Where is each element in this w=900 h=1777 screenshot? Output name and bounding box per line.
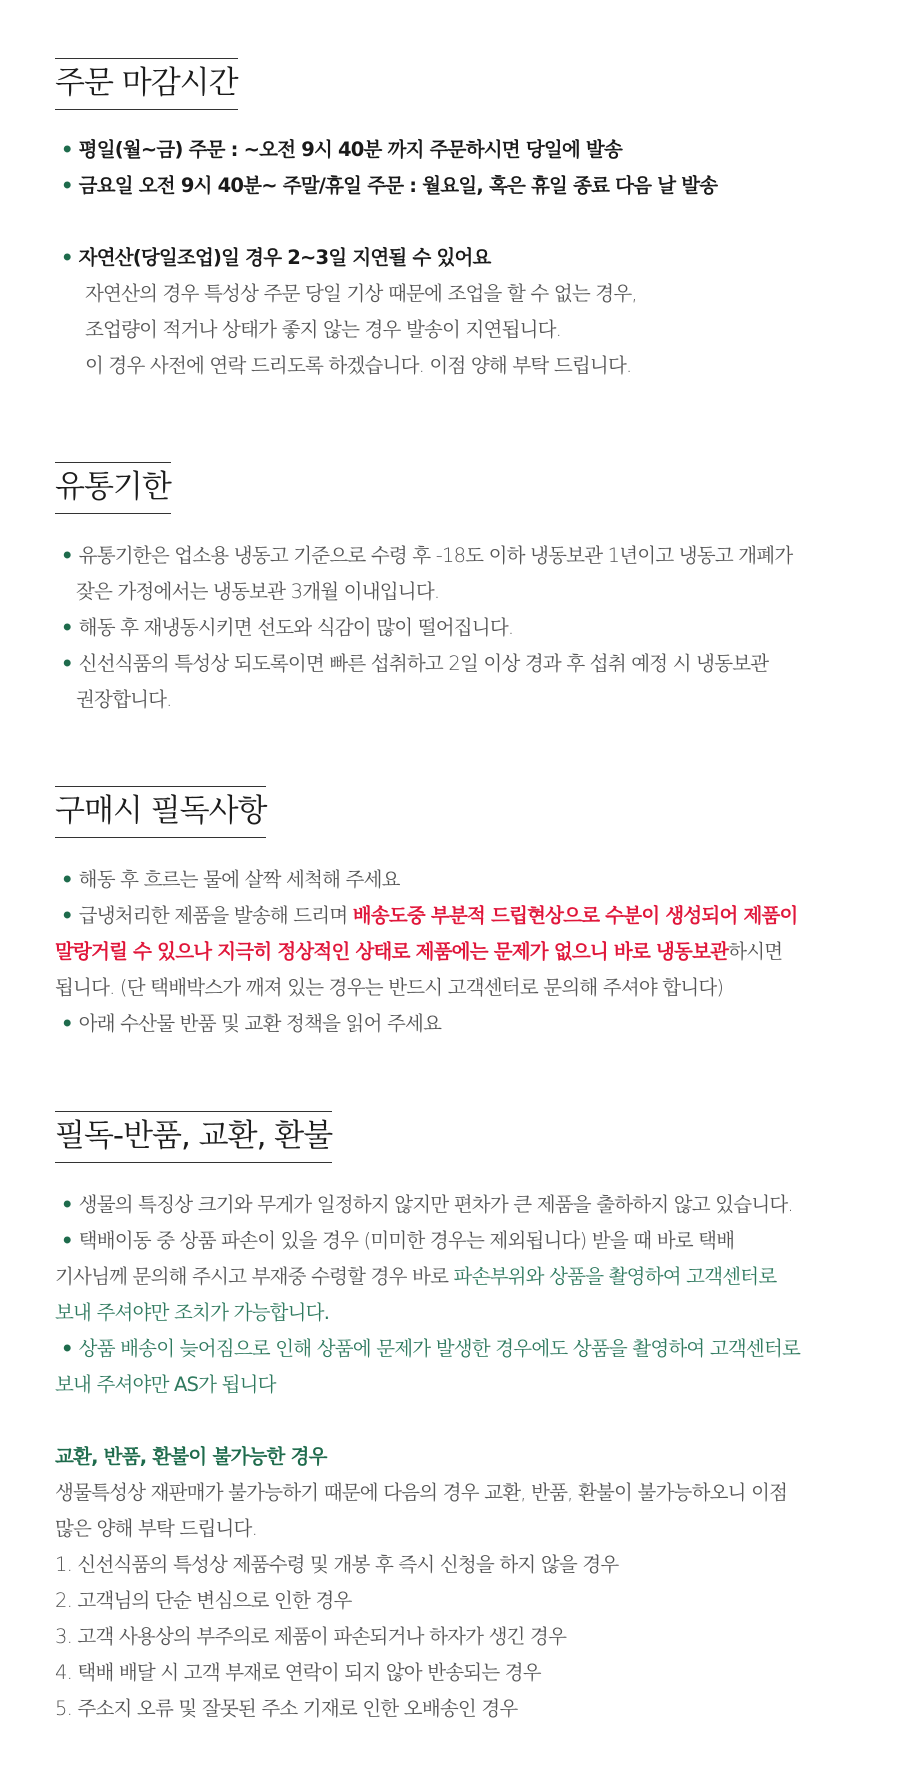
section-title: 유통기한 [55, 462, 171, 514]
detail-line: 조업량이 적거나 상태가 좋지 않는 경우 발송이 지연됩니다. [85, 318, 562, 341]
bullet-icon: • [61, 544, 73, 567]
list-item [55, 1331, 855, 1367]
highlight-text: 파손부위와 상품을 촬영하여 고객센터로 [453, 1265, 777, 1288]
highlight-text: 보내 주셔야만 조치가 가능합니다. [55, 1301, 330, 1324]
list-item: • 아래 수산물 반품 및 교환 정책을 읽어 주세요 [61, 1012, 442, 1035]
bullet-icon: • [61, 904, 73, 927]
numbered-item: 1. 신선식품의 특성상 제품수령 및 개봉 후 즉시 신청을 하지 않을 경우 [55, 1553, 619, 1576]
highlight-text: 상품 배송이 늦어짐으로 인해 상품에 문제가 발생한 경우에도 상품을 촬영하여 고객센터로 [78, 1337, 801, 1360]
list-item: • 금요일 오전 9시 40분~ 주말/휴일 주문 : 월요일, 혹은 휴일 종료 다음 날 발송 [61, 174, 718, 197]
section-title: 구매시 필독사항 [55, 786, 266, 838]
list-item-continuation: 잦은 가정에서는 냉동보관 3개월 이내입니다. [76, 580, 440, 603]
warning-text: 말랑거릴 수 있으나 지극히 정상적인 상태로 제품에는 문제가 없으니 바로 냉동보관 [55, 940, 729, 963]
section-body [55, 1187, 855, 1727]
bullet-icon: • [61, 1193, 73, 1216]
numbered-item: 5. 주소지 오류 및 잘못된 주소 기재로 인한 오배송인 경우 [55, 1697, 518, 1720]
bullet-icon: • [61, 1012, 73, 1035]
warning-text: 배송도중 부분적 드립현상으로 수분이 생성되어 제품이 [352, 904, 798, 927]
bullet-icon: • [61, 616, 73, 639]
section-order-deadline [55, 58, 855, 384]
detail-line: 이 경우 사전에 연락 드리도록 하겠습니다. 이점 양해 부탁 드립니다. [85, 354, 632, 377]
section-body [55, 538, 855, 718]
bullet-icon: • [61, 174, 73, 197]
list-item: • 유통기한은 업소용 냉동고 기준으로 수령 후 -18도 이하 냉동보관 1년이고 냉동고 개폐가 [61, 544, 793, 567]
highlight-text: 보내 주셔야만 AS가 됩니다 [55, 1373, 276, 1396]
section-title: 필독-반품, 교환, 환불 [55, 1111, 332, 1163]
intro-text: 많은 양해 부탁 드립니다. [55, 1517, 257, 1540]
list-item: • 평일(월~금) 주문 : ~오전 9시 40분 까지 주문하시면 당일에 발송 [61, 138, 622, 161]
bullet-icon: • [61, 868, 73, 891]
list-item: • 신선식품의 특성상 되도록이면 빠른 섭취하고 2일 이상 경과 후 섭취 예정 시 냉동보관 [61, 652, 769, 675]
intro-text: 생물특성상 재판매가 불가능하기 때문에 다음의 경우 교환, 반품, 환불이 불가능하오니 이점 [55, 1481, 788, 1504]
section-body [55, 132, 855, 384]
list-item-continuation: 기사님께 문의해 주시고 부재중 수령할 경우 바로 파손부위와 상품을 촬영하여 고객센터로 [55, 1265, 777, 1288]
detail-line: 자연산의 경우 특성상 주문 당일 기상 때문에 조업을 할 수 없는 경우, [85, 282, 637, 305]
list-item: • 생물의 특징상 크기와 무게가 일정하지 않지만 편차가 큰 제품을 출하하지 않고 있습니다. [61, 1193, 793, 1216]
list-item-continuation: 됩니다. (단 택배박스가 깨져 있는 경우는 반드시 고객센터로 문의해 주셔야 합니다) [55, 976, 724, 999]
list-item: • 급냉처리한 제품을 발송해 드리며 배송도중 부분적 드립현상으로 수분이 생성되어 제품이 [61, 904, 798, 927]
section-expiration [55, 462, 855, 718]
numbered-item: 2. 고객님의 단순 변심으로 인한 경우 [55, 1589, 352, 1612]
bullet-icon: • [61, 246, 73, 269]
subsection-title: 교환, 반품, 환불이 불가능한 경우 [55, 1445, 327, 1468]
list-item: • 자연산(당일조업)일 경우 2~3일 지연될 수 있어요 [61, 246, 491, 269]
list-item-continuation: 권장합니다. [76, 688, 172, 711]
numbered-item: 4. 택배 배달 시 고객 부재로 연락이 되지 않아 반송되는 경우 [55, 1661, 541, 1684]
bullet-icon: • [61, 1229, 73, 1252]
bullet-icon: • [61, 1337, 73, 1360]
list-item: • 택배이동 중 상품 파손이 있을 경우 (미미한 경우는 제외됩니다) 받을 때 바로 택배 [61, 1229, 735, 1252]
numbered-item: 3. 고객 사용상의 부주의로 제품이 파손되거나 하자가 생긴 경우 [55, 1625, 567, 1648]
section-body [55, 862, 855, 1042]
list-item-continuation: 말랑거릴 수 있으나 지극히 정상적인 상태로 제품에는 문제가 없으니 바로 냉동보관하시면 [55, 940, 783, 963]
section-return-policy [55, 1111, 855, 1727]
bullet-icon: • [61, 652, 73, 675]
section-must-read [55, 786, 855, 1042]
list-item: • 해동 후 재냉동시키면 선도와 식감이 많이 떨어집니다. [61, 616, 514, 639]
bullet-icon: • [61, 138, 73, 161]
list-item: • 해동 후 흐르는 물에 살짝 세척해 주세요 [61, 868, 400, 891]
section-title: 주문 마감시간 [55, 58, 238, 110]
